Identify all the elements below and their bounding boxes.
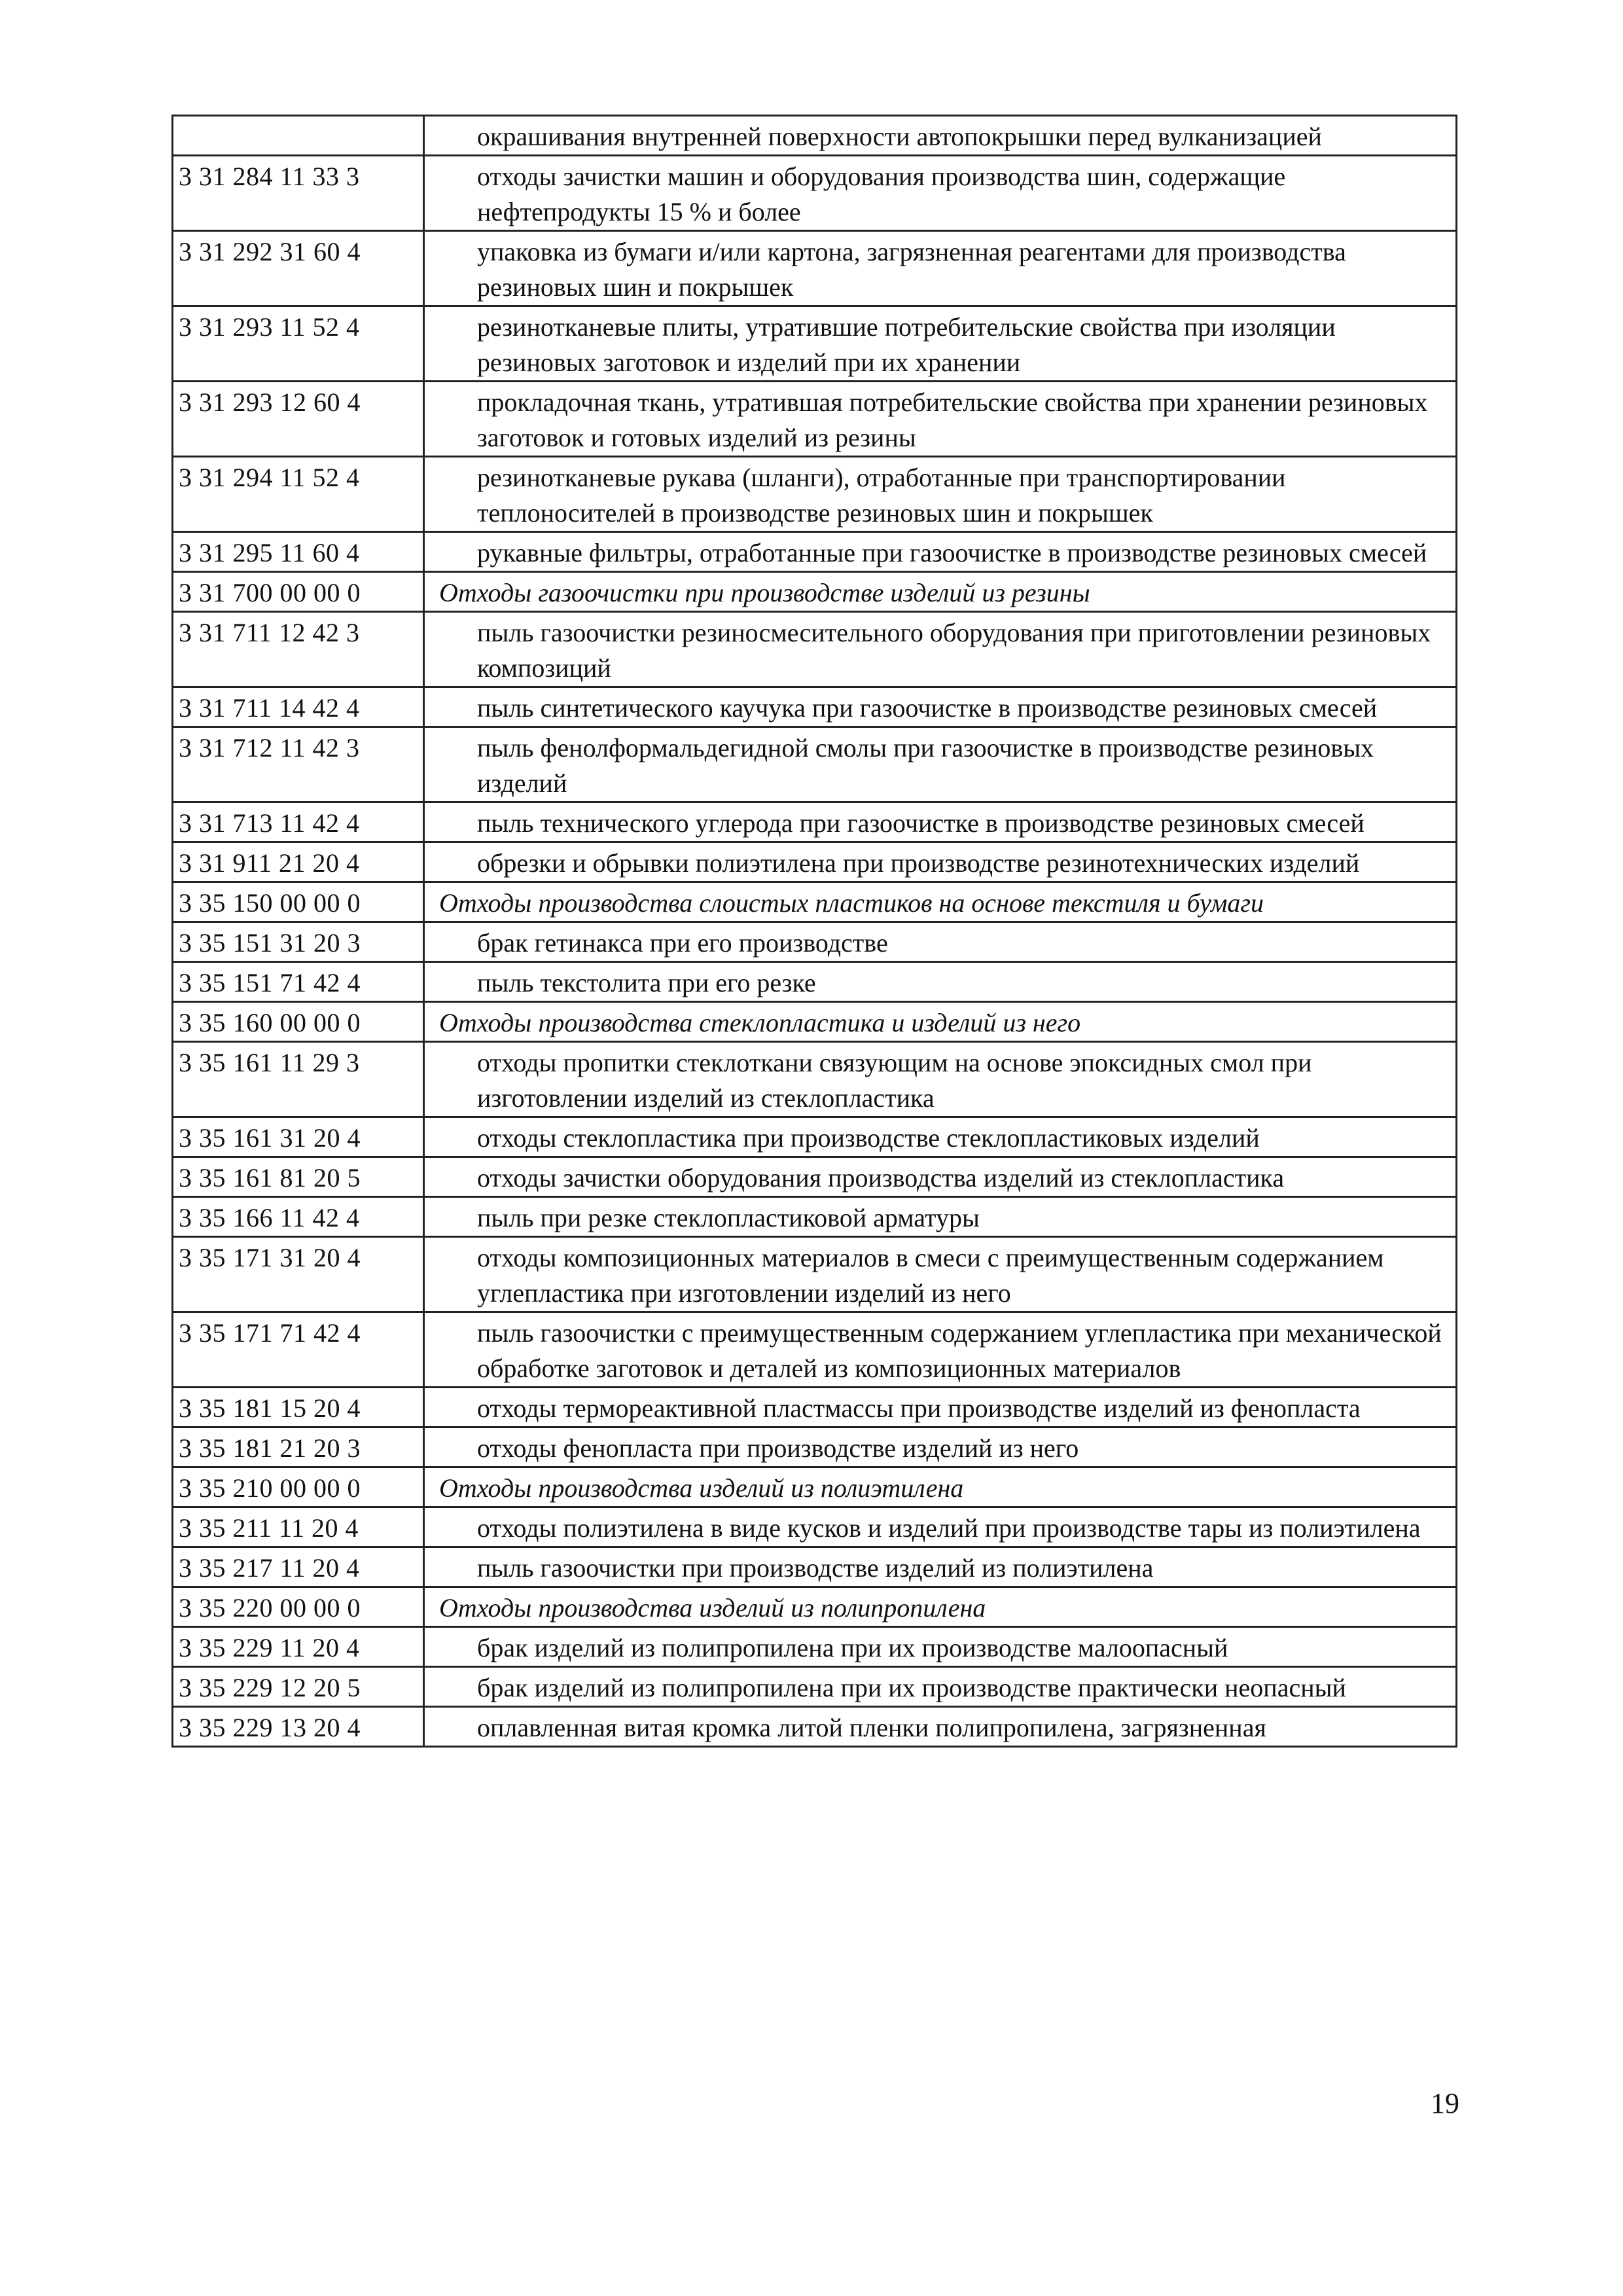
waste-code-cell: 3 31 700 00 00 0: [173, 572, 424, 612]
table-row: [173, 1042, 1457, 1117]
waste-name-cell: отходы композиционных материалов в смеси с преимущественным содержанием углепластика при изготовлении изделий из него: [424, 1237, 1457, 1312]
table-row: [173, 1507, 1457, 1547]
table-group-row: [173, 1467, 1457, 1507]
waste-name-cell: пыль технического углерода при газоочистке в производстве резиновых смесей: [424, 802, 1457, 842]
waste-name-cell: пыль газоочистки с преимущественным содержанием углепластика при механической обработке заготовок и деталей из композиционных материалов: [424, 1312, 1457, 1388]
waste-code-cell: 3 31 713 11 42 4: [173, 802, 424, 842]
waste-name-cell: отходы стеклопластика при производстве стеклопластиковых изделий: [424, 1117, 1457, 1157]
waste-code-cell: 3 35 161 11 29 3: [173, 1042, 424, 1117]
waste-name-cell: отходы зачистки машин и оборудования производства шин, содержащие нефтепродукты 15 % и более: [424, 156, 1457, 231]
waste-name-cell: отходы пропитки стеклоткани связующим на основе эпоксидных смол при изготовлении изделий из стеклопластика: [424, 1042, 1457, 1117]
table-group-row: [173, 1002, 1457, 1042]
waste-code-cell: 3 35 160 00 00 0: [173, 1002, 424, 1042]
waste-name-cell: прокладочная ткань, утратившая потребительские свойства при хранении резиновых заготовок и готовых изделий из резины: [424, 382, 1457, 457]
waste-code-cell: 3 35 151 71 42 4: [173, 962, 424, 1002]
waste-name-cell: окрашивания внутренней поверхности автопокрышки перед вулканизацией: [424, 116, 1457, 156]
waste-name-cell: обрезки и обрывки полиэтилена при производстве резинотехнических изделий: [424, 842, 1457, 882]
table-row: [173, 687, 1457, 727]
table-row: [173, 306, 1457, 382]
waste-code-cell: 3 35 211 11 20 4: [173, 1507, 424, 1547]
table-row: [173, 1388, 1457, 1427]
table-row: [173, 231, 1457, 306]
waste-code-cell: 3 35 171 71 42 4: [173, 1312, 424, 1388]
waste-code-cell: 3 35 229 13 20 4: [173, 1707, 424, 1747]
waste-name-cell: пыль газоочистки резиносмесительного оборудования при приготовлении резиновых композиций: [424, 612, 1457, 687]
waste-code-cell: 3 35 217 11 20 4: [173, 1547, 424, 1587]
table-row: [173, 156, 1457, 231]
group-title-cell: Отходы производства слоистых пластиков на основе текстиля и бумаги: [424, 882, 1457, 922]
table-row: [173, 922, 1457, 962]
waste-code-cell: 3 35 229 12 20 5: [173, 1667, 424, 1707]
table-row: [173, 1312, 1457, 1388]
table-row: [173, 842, 1457, 882]
waste-name-cell: пыль газоочистки при производстве изделий из полиэтилена: [424, 1547, 1457, 1587]
waste-name-cell: упаковка из бумаги и/или картона, загрязненная реагентами для производства резиновых шин и покрышек: [424, 231, 1457, 306]
table-row: [173, 1427, 1457, 1467]
waste-code-cell: 3 35 220 00 00 0: [173, 1587, 424, 1627]
waste-name-cell: резинотканевые рукава (шланги), отработанные при транспортировании теплоносителей в производстве резиновых шин и покрышек: [424, 457, 1457, 532]
waste-name-cell: пыль текстолита при его резке: [424, 962, 1457, 1002]
table-row: [173, 1547, 1457, 1587]
waste-code-cell: 3 31 284 11 33 3: [173, 156, 424, 231]
table-row: [173, 727, 1457, 802]
table-row: [173, 802, 1457, 842]
table-row: [173, 1157, 1457, 1197]
waste-code-cell: 3 35 181 21 20 3: [173, 1427, 424, 1467]
waste-name-cell: брак изделий из полипропилена при их производстве практически неопасный: [424, 1667, 1457, 1707]
waste-code-cell: 3 31 292 31 60 4: [173, 231, 424, 306]
waste-code-cell: 3 31 712 11 42 3: [173, 727, 424, 802]
waste-code-cell: 3 35 171 31 20 4: [173, 1237, 424, 1312]
waste-name-cell: оплавленная витая кромка литой пленки полипропилена, загрязненная: [424, 1707, 1457, 1747]
table-row: [173, 1627, 1457, 1667]
table-row: [173, 532, 1457, 572]
table-row: [173, 457, 1457, 532]
group-title-cell: Отходы газоочистки при производстве изделий из резины: [424, 572, 1457, 612]
waste-code-cell: 3 35 166 11 42 4: [173, 1197, 424, 1237]
waste-code-cell: 3 35 229 11 20 4: [173, 1627, 424, 1667]
group-title-cell: Отходы производства стеклопластика и изделий из него: [424, 1002, 1457, 1042]
waste-code-cell: 3 31 711 12 42 3: [173, 612, 424, 687]
group-title-cell: Отходы производства изделий из полиэтилена: [424, 1467, 1457, 1507]
table-group-row: [173, 882, 1457, 922]
waste-name-cell: брак гетинакса при его производстве: [424, 922, 1457, 962]
waste-name-cell: резинотканевые плиты, утратившие потребительские свойства при изоляции резиновых заготовок и изделий при их хранении: [424, 306, 1457, 382]
table-row: [173, 116, 1457, 156]
waste-name-cell: пыль при резке стеклопластиковой арматуры: [424, 1197, 1457, 1237]
waste-code-cell: 3 31 293 12 60 4: [173, 382, 424, 457]
waste-name-cell: отходы термореактивной пластмассы при производстве изделий из фенопласта: [424, 1388, 1457, 1427]
waste-name-cell: отходы фенопласта при производстве изделий из него: [424, 1427, 1457, 1467]
waste-code-cell: 3 31 293 11 52 4: [173, 306, 424, 382]
waste-name-cell: брак изделий из полипропилена при их производстве малоопасный: [424, 1627, 1457, 1667]
table-row: [173, 612, 1457, 687]
table-row: [173, 1707, 1457, 1747]
waste-code-cell: 3 31 295 11 60 4: [173, 532, 424, 572]
waste-code-cell: 3 35 161 31 20 4: [173, 1117, 424, 1157]
page-number: 19: [1431, 2087, 1459, 2119]
table-row: [173, 1117, 1457, 1157]
table-row: [173, 1667, 1457, 1707]
waste-name-cell: рукавные фильтры, отработанные при газоочистке в производстве резиновых смесей: [424, 532, 1457, 572]
waste-classification-table: [171, 115, 1457, 1748]
waste-code-cell: 3 35 210 00 00 0: [173, 1467, 424, 1507]
table-row: [173, 1197, 1457, 1237]
waste-code-cell: 3 35 150 00 00 0: [173, 882, 424, 922]
table-row: [173, 382, 1457, 457]
waste-code-cell: 3 35 151 31 20 3: [173, 922, 424, 962]
waste-name-cell: пыль синтетического каучука при газоочистке в производстве резиновых смесей: [424, 687, 1457, 727]
waste-code-cell: 3 31 294 11 52 4: [173, 457, 424, 532]
table-group-row: [173, 572, 1457, 612]
waste-name-cell: пыль фенолформальдегидной смолы при газоочистке в производстве резиновых изделий: [424, 727, 1457, 802]
waste-code-cell: 3 35 181 15 20 4: [173, 1388, 424, 1427]
waste-name-cell: отходы зачистки оборудования производства изделий из стеклопластика: [424, 1157, 1457, 1197]
table-group-row: [173, 1587, 1457, 1627]
table-row: [173, 1237, 1457, 1312]
waste-code-cell: 3 31 911 21 20 4: [173, 842, 424, 882]
table-row: [173, 962, 1457, 1002]
table-body: [173, 116, 1457, 1747]
waste-code-cell: 3 31 711 14 42 4: [173, 687, 424, 727]
waste-code-cell: [173, 116, 424, 156]
waste-code-cell: 3 35 161 81 20 5: [173, 1157, 424, 1197]
waste-name-cell: отходы полиэтилена в виде кусков и изделий при производстве тары из полиэтилена: [424, 1507, 1457, 1547]
group-title-cell: Отходы производства изделий из полипропилена: [424, 1587, 1457, 1627]
